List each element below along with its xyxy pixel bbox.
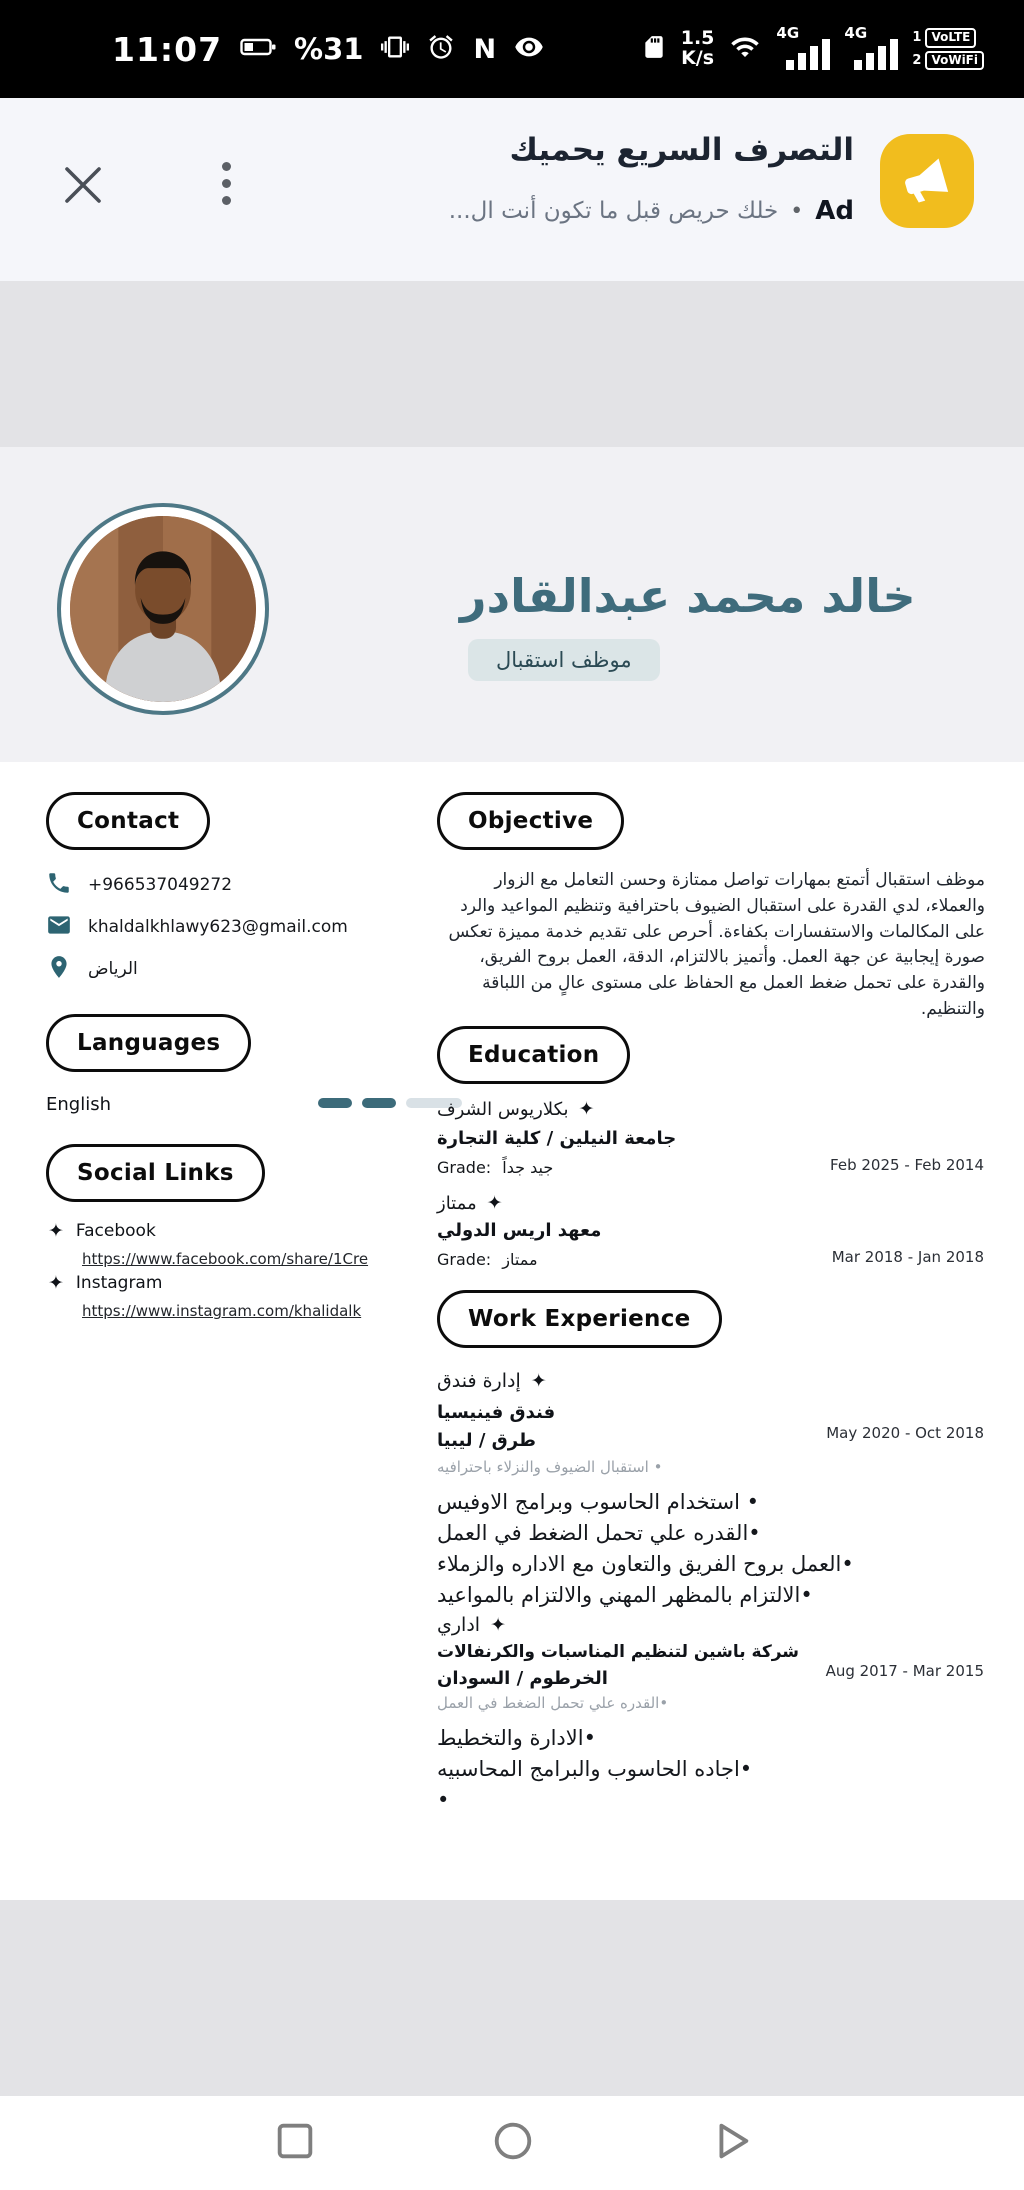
home-button[interactable] <box>490 2118 536 2168</box>
job-company: شركة باشين لتنظيم المناسبات والكرنفالات <box>437 1642 800 1662</box>
education-grade: Grade: ممتاز <box>437 1250 538 1269</box>
section-header-contact: Contact <box>46 792 210 850</box>
language-name: English <box>46 1094 111 1115</box>
section-header-social-links: Social Links <box>46 1144 265 1202</box>
job-bullet: العمل بروح الفريق والتعاون مع الاداره والزملاء• <box>437 1552 854 1576</box>
ad-subtitle-row[interactable] <box>449 196 854 226</box>
job-summary: القدره علي تحمل الضغط في العمل• <box>437 1694 669 1712</box>
ad-banner[interactable] <box>0 98 1024 281</box>
clock: 11:07 <box>112 29 223 69</box>
education-grade: Grade: جيد جداً <box>437 1158 554 1177</box>
vowifi-badge: VoWiFi <box>925 51 984 70</box>
close-icon[interactable] <box>56 158 110 212</box>
location-text: الرياض <box>88 959 138 979</box>
back-button[interactable] <box>708 2118 754 2168</box>
sparkle-icon: ✦ <box>490 1614 506 1636</box>
resume-body <box>0 762 1024 1900</box>
job-bullet: استخدام الحاسوب وبرامج الاوفيس • <box>437 1490 759 1514</box>
instagram-link[interactable]: https://www.instagram.com/khalidalk <box>82 1302 362 1320</box>
job-company: فندق فينيسيا <box>437 1402 556 1423</box>
job-title-badge: موظف استقبال <box>468 639 660 681</box>
job-dates: Aug 2017 - Mar 2015 <box>825 1662 984 1680</box>
wifi-icon <box>728 32 762 66</box>
education-dates: Feb 2025 - Feb 2014 <box>830 1156 984 1174</box>
job-bullet: القدره علي تحمل الضغط في العمل• <box>437 1521 761 1545</box>
signal-sim2: 4G <box>844 26 898 72</box>
education-school: معهد اريس الدولي <box>437 1220 602 1241</box>
status-bar-left <box>112 30 544 69</box>
status-bar <box>0 0 1024 98</box>
job-role: اداري ✦ <box>437 1614 506 1636</box>
job-bullet: الالتزام بالمظهر المهني والالتزام بالمواعيد• <box>437 1583 813 1607</box>
location-pin-icon <box>46 954 72 984</box>
education-degree: ممتاز ✦ <box>437 1192 503 1214</box>
phone-icon <box>46 870 72 900</box>
job-bullet: • <box>437 1788 450 1812</box>
battery-percent: %31 <box>294 32 364 66</box>
volte-badge: VoLTE <box>925 28 976 47</box>
social-name: Facebook <box>75 1221 156 1241</box>
signal-sim1: 4G <box>776 26 830 72</box>
vibrate-icon <box>381 33 409 65</box>
profile-header <box>0 447 1024 762</box>
megaphone-icon[interactable] <box>880 134 974 228</box>
facebook-link[interactable]: https://www.facebook.com/share/1Cre <box>82 1250 369 1268</box>
sparkle-icon: ✦ <box>486 1192 503 1214</box>
section-header-education: Education <box>437 1026 630 1084</box>
email-icon <box>46 912 72 942</box>
network-speed: 1.5 K/s <box>680 27 715 69</box>
more-options-icon[interactable] <box>222 162 231 205</box>
job-summary: استقبال الضيوف والنزلاء باحترافيه • <box>437 1458 663 1476</box>
contact-phone-row <box>46 870 232 900</box>
job-role: إدارة فندق ✦ <box>437 1370 547 1392</box>
social-item-instagram <box>48 1272 162 1294</box>
job-bullet: الادارة والتخطيط• <box>437 1726 596 1750</box>
education-dates: Mar 2018 - Jan 2018 <box>831 1248 984 1266</box>
job-dates: May 2020 - Oct 2018 <box>826 1424 984 1442</box>
page-background-band <box>0 281 1024 447</box>
social-name: Instagram <box>75 1273 163 1293</box>
ad-title[interactable]: التصرف السريع يحميك <box>509 132 854 168</box>
sim1-number: 1 <box>912 30 922 46</box>
page-background-band <box>0 1900 1024 2096</box>
sim2-number: 2 <box>912 52 922 68</box>
nfc-icon: N <box>473 33 497 65</box>
sparkle-icon: ✦ <box>48 1220 64 1242</box>
ad-separator: • <box>790 198 804 224</box>
sd-card-icon <box>641 34 667 64</box>
education-school: جامعة النيلين / كلية التجارة <box>437 1128 677 1149</box>
job-bullet: اجاده الحاسوب والبرامج المحاسبيه• <box>437 1757 753 1781</box>
job-location: طرق / ليبيا <box>437 1430 536 1451</box>
avatar <box>57 503 269 715</box>
social-item-facebook <box>48 1220 156 1242</box>
battery-icon <box>240 37 276 61</box>
education-degree: بكلاريوس الشرف ✦ <box>437 1098 595 1120</box>
section-header-work-experience: Work Experience <box>437 1290 722 1348</box>
sparkle-icon: ✦ <box>578 1098 595 1120</box>
job-location: الخرطوم / السودان <box>437 1668 608 1689</box>
android-nav-bar <box>0 2096 1024 2190</box>
volte-badges <box>912 28 984 69</box>
objective-text: موظف استقبال أتمتع بمهارات تواصل ممتازة وحسن التعامل مع الزوار والعملاء، لدي القدرة على استقبال الضيوف باحترافية وتنظيم المواعيد والرد على المكالمات والاستفسارات بكفاءة. أحرص على تقديم خدمة مميزة تعكس صورة إيجابية عن جهة العمل. وأتميز بالالتزام، الدقة، العمل بروح الفريق، والقدرة على تحمل ضغط العمل مع الحفاظ على مستوى عالٍ من اللباقة والتنظيم. <box>448 870 985 1020</box>
alarm-icon <box>427 33 455 65</box>
email-address: khaldalkhlawy623@gmail.com <box>88 917 348 937</box>
section-header-objective: Objective <box>437 792 624 850</box>
contact-email-row <box>46 912 348 942</box>
profile-photo <box>70 516 256 702</box>
ad-subtitle: خلك حريص قبل ما تكون أنت ال... <box>448 198 779 224</box>
profile-name: خالد محمد عبدالقادر <box>460 569 916 623</box>
phone-number: +966537049272 <box>88 875 233 895</box>
eye-icon <box>514 32 544 66</box>
ad-label: Ad <box>815 196 854 226</box>
contact-location-row <box>46 954 138 984</box>
sparkle-icon: ✦ <box>48 1272 64 1294</box>
sparkle-icon: ✦ <box>530 1370 547 1392</box>
status-bar-right <box>641 26 984 72</box>
recents-button[interactable] <box>272 2118 318 2168</box>
section-header-languages: Languages <box>46 1014 251 1072</box>
